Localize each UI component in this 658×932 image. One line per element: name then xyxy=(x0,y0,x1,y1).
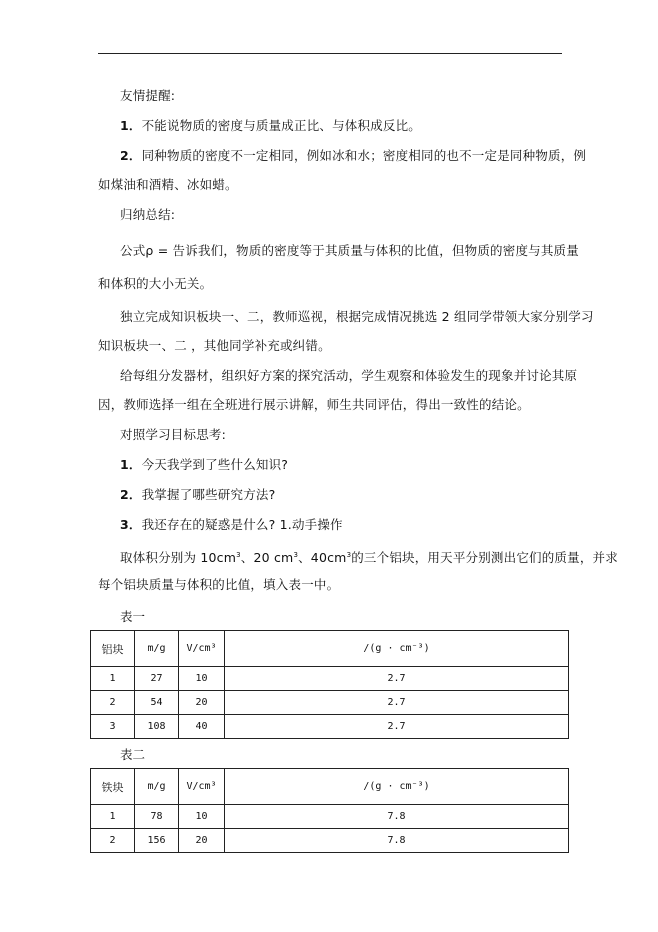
table1-cell: 108 xyxy=(135,715,179,739)
reminder-1-text: 不能说物质的密度与质量成正比、与体积成反比。 xyxy=(141,118,422,133)
table1-cell: 2.7 xyxy=(225,667,569,691)
question-1-number: 1． xyxy=(120,457,142,472)
table2-cell: 1 xyxy=(91,805,135,829)
table2-cell: 7.8 xyxy=(225,829,569,853)
header-rule xyxy=(98,53,562,54)
reminder-1-number: 1． xyxy=(120,118,142,133)
table2-cell: 78 xyxy=(135,805,179,829)
table1-cell: 27 xyxy=(135,667,179,691)
reminder-2-text: 同种物质的密度不一定相同，例如冰和水；密度相同的也不一定是同种物质，例 xyxy=(141,148,587,163)
reminder-1 xyxy=(120,118,590,134)
table1-caption: 表一 xyxy=(120,609,146,624)
superscript-3: 3 xyxy=(346,551,352,559)
question-3-number: 3． xyxy=(120,517,142,532)
question-2-text: 我掌握了哪些研究方法? xyxy=(141,487,276,502)
equipment-paragraph: 给每组分发器材，组织好方案的探究活动，学生观察和体验发生的现象并讨论其原 xyxy=(120,368,578,383)
table2-header-mass: m/g xyxy=(135,769,179,805)
table1-aluminum xyxy=(90,630,569,739)
table-row xyxy=(91,667,569,691)
table2-caption: 表二 xyxy=(120,747,146,762)
table1-cell: 2.7 xyxy=(225,691,569,715)
operation-text-1: 取体积分别为 10cm xyxy=(120,550,237,565)
table1-cell: 2.7 xyxy=(225,715,569,739)
reminder-2-continued: 如煤油和酒精、冰如蜡。 xyxy=(98,177,238,192)
table2-cell: 7.8 xyxy=(225,805,569,829)
table2-cell: 20 xyxy=(179,829,225,853)
table2-cell: 10 xyxy=(179,805,225,829)
table-row xyxy=(91,691,569,715)
operation-text-3: 、40cm xyxy=(298,550,347,565)
table2-cell: 2 xyxy=(91,829,135,853)
table1-cell: 10 xyxy=(179,667,225,691)
table1-cell: 40 xyxy=(179,715,225,739)
table2-header-volume: V/cm³ xyxy=(179,769,225,805)
table2-header-row xyxy=(91,769,569,805)
reminder-2-number: 2． xyxy=(120,148,142,163)
table1-cell: 20 xyxy=(179,691,225,715)
question-1 xyxy=(120,457,590,473)
table1-header-block: 铝块 xyxy=(91,631,135,667)
table1-header-mass: m/g xyxy=(135,631,179,667)
table1-cell: 2 xyxy=(91,691,135,715)
equipment-paragraph-continued: 因，教师选择一组在全班进行展示讲解，师生共同评估，得出一致性的结论。 xyxy=(98,397,530,412)
question-2-number: 2． xyxy=(120,487,142,502)
table2-header-block: 铁块 xyxy=(91,769,135,805)
formula-paragraph-continued: 和体积的大小无关。 xyxy=(98,276,213,291)
question-3 xyxy=(120,517,590,533)
table2-iron xyxy=(90,768,569,853)
table1-cell: 54 xyxy=(135,691,179,715)
formula-paragraph: 公式ρ = 告诉我们，物质的密度等于其质量与体积的比值，但物质的密度与其质量 xyxy=(120,243,579,258)
question-1-text: 今天我学到了些什么知识? xyxy=(141,457,289,472)
table-row xyxy=(91,715,569,739)
table2-header-density: /(g · cm⁻³) xyxy=(225,769,569,805)
reminder-title: 友情提醒: xyxy=(120,88,176,103)
task-paragraph: 独立完成知识板块一、二，教师巡视，根据完成情况挑选 2 组同学带领大家分别学习 xyxy=(120,309,594,324)
table1-cell: 1 xyxy=(91,667,135,691)
operation-text-2: 、20 cm xyxy=(240,550,294,565)
goal-title: 对照学习目标思考: xyxy=(120,427,227,442)
table1-header-volume: V/cm³ xyxy=(179,631,225,667)
reminder-2 xyxy=(120,148,590,164)
table1-header-density: /(g · cm⁻³) xyxy=(225,631,569,667)
operation-paragraph-continued: 每个铝块质量与体积的比值，填入表一中。 xyxy=(98,577,340,592)
question-3-text: 我还存在的疑惑是什么? 1.动手操作 xyxy=(141,517,343,532)
table1-header-row xyxy=(91,631,569,667)
summary-title: 归纳总结: xyxy=(120,207,176,222)
superscript-3: 3 xyxy=(236,551,241,559)
operation-paragraph xyxy=(120,547,618,566)
table-row xyxy=(91,829,569,853)
task-paragraph-continued: 知识板块一、二 ，其他同学补充或纠错。 xyxy=(98,338,331,353)
superscript-3: 3 xyxy=(293,551,299,559)
table2-cell: 156 xyxy=(135,829,179,853)
question-2 xyxy=(120,487,590,503)
operation-text-4: 的三个铝块，用天平分别测出它们的质量，并求 xyxy=(351,550,618,565)
table-row xyxy=(91,805,569,829)
table1-cell: 3 xyxy=(91,715,135,739)
